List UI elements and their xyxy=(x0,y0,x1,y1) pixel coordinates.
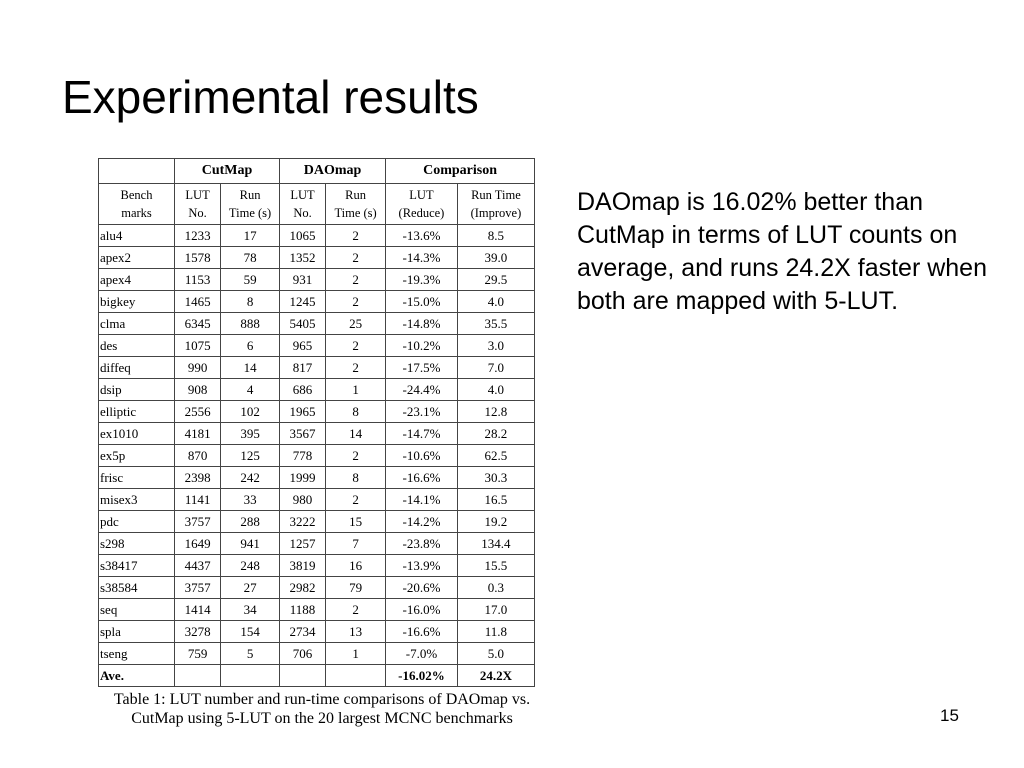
table-cell: 990 xyxy=(175,357,221,379)
table-cell: 6345 xyxy=(175,313,221,335)
table-row xyxy=(99,445,535,467)
table-row xyxy=(99,577,535,599)
table-cell: 888 xyxy=(221,313,280,335)
group-header-daomap: DAOmap xyxy=(280,159,386,184)
table-cell: 1188 xyxy=(280,599,326,621)
table-cell: misex3 xyxy=(99,489,175,511)
table-cell: 27 xyxy=(221,577,280,599)
table-cell: 3.0 xyxy=(457,335,534,357)
table-cell: 2 xyxy=(326,489,386,511)
table-cell: apex4 xyxy=(99,269,175,291)
table-cell: -20.6% xyxy=(386,577,458,599)
table-cell: 778 xyxy=(280,445,326,467)
table-caption: Table 1: LUT number and run-time comparisons of DAOmap vs. CutMap using 5-LUT on the 20 largest MCNC benchmarks xyxy=(113,691,531,727)
table-cell: 16 xyxy=(326,555,386,577)
table-cell: 5405 xyxy=(280,313,326,335)
table-cell: 4.0 xyxy=(457,379,534,401)
table-cell: 134.4 xyxy=(457,533,534,555)
group-header-comparison: Comparison xyxy=(386,159,535,184)
table-cell: -24.4% xyxy=(386,379,458,401)
table-cell: 817 xyxy=(280,357,326,379)
table-cell: -16.6% xyxy=(386,467,458,489)
table-cell: 4.0 xyxy=(457,291,534,313)
table-cell: 8.5 xyxy=(457,225,534,247)
table-cell: 30.3 xyxy=(457,467,534,489)
table-row xyxy=(99,247,535,269)
table-row xyxy=(99,599,535,621)
table-cell: 62.5 xyxy=(457,445,534,467)
table-row xyxy=(99,379,535,401)
average-cell xyxy=(175,665,221,687)
column-header xyxy=(457,184,534,225)
table-cell: 14 xyxy=(221,357,280,379)
table-cell: tseng xyxy=(99,643,175,665)
table-row xyxy=(99,313,535,335)
average-row xyxy=(99,665,535,687)
table-cell: 12.8 xyxy=(457,401,534,423)
table-cell: 2 xyxy=(326,225,386,247)
table-cell: 3757 xyxy=(175,577,221,599)
table-cell: 4437 xyxy=(175,555,221,577)
table-cell: 8 xyxy=(326,401,386,423)
table-cell: 242 xyxy=(221,467,280,489)
table-cell: ex5p xyxy=(99,445,175,467)
table-cell: 13 xyxy=(326,621,386,643)
table-cell: 35.5 xyxy=(457,313,534,335)
table-cell: 4181 xyxy=(175,423,221,445)
table-cell: -14.1% xyxy=(386,489,458,511)
table-cell: 1414 xyxy=(175,599,221,621)
table-cell: s38417 xyxy=(99,555,175,577)
table-cell: s298 xyxy=(99,533,175,555)
table-cell: 8 xyxy=(326,467,386,489)
table-cell: 1233 xyxy=(175,225,221,247)
table-cell: -16.0% xyxy=(386,599,458,621)
table-cell: 2398 xyxy=(175,467,221,489)
table-cell: 980 xyxy=(280,489,326,511)
table-cell: 4 xyxy=(221,379,280,401)
table-cell: 2 xyxy=(326,445,386,467)
table-cell: 7.0 xyxy=(457,357,534,379)
column-header-line: LUT xyxy=(290,188,315,202)
group-header-row xyxy=(99,159,535,184)
table-cell: 11.8 xyxy=(457,621,534,643)
table-cell: 1965 xyxy=(280,401,326,423)
table-cell: 870 xyxy=(175,445,221,467)
column-header-line: LUT xyxy=(185,188,210,202)
average-cell: Ave. xyxy=(99,665,175,687)
column-header-line: (Reduce) xyxy=(398,206,445,220)
table-cell: 29.5 xyxy=(457,269,534,291)
column-header-line: Run Time xyxy=(471,188,521,202)
table-cell: 2 xyxy=(326,247,386,269)
column-header-line: (Improve) xyxy=(470,206,522,220)
table-cell: -14.8% xyxy=(386,313,458,335)
column-header-line: Run xyxy=(239,188,261,202)
table-cell: dsip xyxy=(99,379,175,401)
table-cell: ex1010 xyxy=(99,423,175,445)
table-cell: 1649 xyxy=(175,533,221,555)
results-table-container xyxy=(98,158,535,687)
table-cell: 2 xyxy=(326,357,386,379)
table-cell: 3567 xyxy=(280,423,326,445)
table-cell: 941 xyxy=(221,533,280,555)
table-cell: -14.7% xyxy=(386,423,458,445)
table-cell: -23.8% xyxy=(386,533,458,555)
table-cell: 154 xyxy=(221,621,280,643)
table-cell: 1999 xyxy=(280,467,326,489)
table-row xyxy=(99,555,535,577)
table-row xyxy=(99,357,535,379)
table-cell: 25 xyxy=(326,313,386,335)
table-cell: 1065 xyxy=(280,225,326,247)
table-cell: elliptic xyxy=(99,401,175,423)
table-cell: 3278 xyxy=(175,621,221,643)
table-cell: -10.2% xyxy=(386,335,458,357)
table-cell: 2556 xyxy=(175,401,221,423)
table-cell: 1578 xyxy=(175,247,221,269)
table-cell: -7.0% xyxy=(386,643,458,665)
table-cell: pdc xyxy=(99,511,175,533)
table-row xyxy=(99,291,535,313)
table-cell: s38584 xyxy=(99,577,175,599)
table-cell: 15.5 xyxy=(457,555,534,577)
table-cell: 19.2 xyxy=(457,511,534,533)
table-cell: 102 xyxy=(221,401,280,423)
table-cell: 33 xyxy=(221,489,280,511)
column-header xyxy=(221,184,280,225)
table-cell: 79 xyxy=(326,577,386,599)
table-cell: 3819 xyxy=(280,555,326,577)
table-cell: alu4 xyxy=(99,225,175,247)
table-cell: 2734 xyxy=(280,621,326,643)
column-header-line: Bench xyxy=(120,188,153,202)
results-table xyxy=(98,158,535,687)
table-cell: 248 xyxy=(221,555,280,577)
table-row xyxy=(99,489,535,511)
table-cell: 28.2 xyxy=(457,423,534,445)
table-row xyxy=(99,467,535,489)
table-cell: 1075 xyxy=(175,335,221,357)
table-cell: 2 xyxy=(326,291,386,313)
average-cell: 24.2X xyxy=(457,665,534,687)
column-header xyxy=(280,184,326,225)
table-cell: 965 xyxy=(280,335,326,357)
table-cell: 15 xyxy=(326,511,386,533)
table-cell: 59 xyxy=(221,269,280,291)
page-number: 15 xyxy=(940,706,959,725)
table-cell: 6 xyxy=(221,335,280,357)
column-header xyxy=(386,184,458,225)
table-cell: 931 xyxy=(280,269,326,291)
column-header xyxy=(175,184,221,225)
table-cell: -14.3% xyxy=(386,247,458,269)
column-header-line: Run xyxy=(345,188,366,202)
group-header-cutmap: CutMap xyxy=(175,159,280,184)
column-header xyxy=(99,184,175,225)
table-cell: 395 xyxy=(221,423,280,445)
table-cell: -23.1% xyxy=(386,401,458,423)
table-cell: 39.0 xyxy=(457,247,534,269)
table-cell: 2 xyxy=(326,269,386,291)
average-cell: -16.02% xyxy=(386,665,458,687)
table-cell: 759 xyxy=(175,643,221,665)
summary-text: DAOmap is 16.02% better than CutMap in terms of LUT counts on average, and runs 24.2X faster when both are mapped with 5-LUT. xyxy=(577,188,987,315)
table-row xyxy=(99,335,535,357)
table-cell: frisc xyxy=(99,467,175,489)
table-cell: 78 xyxy=(221,247,280,269)
table-cell: -10.6% xyxy=(386,445,458,467)
table-cell: 2982 xyxy=(280,577,326,599)
table-row xyxy=(99,401,535,423)
group-header-blank xyxy=(99,159,175,184)
table-cell: -19.3% xyxy=(386,269,458,291)
table-row xyxy=(99,511,535,533)
table-cell: 34 xyxy=(221,599,280,621)
table-cell: -14.2% xyxy=(386,511,458,533)
table-cell: 1245 xyxy=(280,291,326,313)
column-header xyxy=(326,184,386,225)
table-cell: 1141 xyxy=(175,489,221,511)
table-cell: des xyxy=(99,335,175,357)
table-cell: 7 xyxy=(326,533,386,555)
column-header-line: No. xyxy=(188,206,207,220)
table-cell: 3757 xyxy=(175,511,221,533)
table-row xyxy=(99,269,535,291)
slide-title: Experimental results xyxy=(62,71,479,123)
table-cell: 5 xyxy=(221,643,280,665)
table-cell: 706 xyxy=(280,643,326,665)
column-header-line: Time (s) xyxy=(334,206,377,220)
table-row xyxy=(99,621,535,643)
table-cell: 3222 xyxy=(280,511,326,533)
table-cell: 2 xyxy=(326,335,386,357)
table-cell: 0.3 xyxy=(457,577,534,599)
column-header-row xyxy=(99,184,535,225)
table-cell: bigkey xyxy=(99,291,175,313)
table-cell: 1 xyxy=(326,643,386,665)
table-row xyxy=(99,643,535,665)
table-cell: diffeq xyxy=(99,357,175,379)
table-cell: spla xyxy=(99,621,175,643)
table-cell: 908 xyxy=(175,379,221,401)
table-cell: 1352 xyxy=(280,247,326,269)
column-header-line: Time (s) xyxy=(228,206,272,220)
table-cell: -17.5% xyxy=(386,357,458,379)
table-body xyxy=(99,225,535,687)
table-cell: 5.0 xyxy=(457,643,534,665)
table-cell: -15.0% xyxy=(386,291,458,313)
table-cell: -16.6% xyxy=(386,621,458,643)
table-cell: clma xyxy=(99,313,175,335)
table-cell: seq xyxy=(99,599,175,621)
average-cell xyxy=(221,665,280,687)
table-cell: 14 xyxy=(326,423,386,445)
table-cell: 1153 xyxy=(175,269,221,291)
table-cell: 8 xyxy=(221,291,280,313)
table-cell: 288 xyxy=(221,511,280,533)
table-cell: -13.9% xyxy=(386,555,458,577)
table-row xyxy=(99,423,535,445)
table-row xyxy=(99,225,535,247)
table-cell: 125 xyxy=(221,445,280,467)
column-header-line: marks xyxy=(121,206,152,220)
table-cell: 17 xyxy=(221,225,280,247)
column-header-line: LUT xyxy=(409,188,434,202)
table-cell: 16.5 xyxy=(457,489,534,511)
average-cell xyxy=(326,665,386,687)
table-cell: 17.0 xyxy=(457,599,534,621)
table-row xyxy=(99,533,535,555)
table-cell: 686 xyxy=(280,379,326,401)
table-cell: apex2 xyxy=(99,247,175,269)
table-cell: 2 xyxy=(326,599,386,621)
column-header-line: No. xyxy=(293,206,312,220)
table-cell: 1257 xyxy=(280,533,326,555)
table-cell: 1465 xyxy=(175,291,221,313)
table-cell: 1 xyxy=(326,379,386,401)
average-cell xyxy=(280,665,326,687)
table-cell: -13.6% xyxy=(386,225,458,247)
